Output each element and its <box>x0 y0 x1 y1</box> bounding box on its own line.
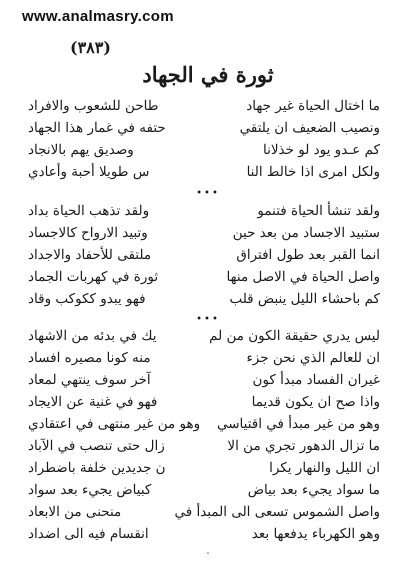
hemistich-first: ما اختال الحياة غير جهاد <box>246 98 380 114</box>
hemistich-second: فهو يبدو ككوكب وقاد <box>28 291 146 307</box>
hemistich-first: ونصيب الضعيف ان يلتقي <box>239 120 380 136</box>
stanza-separator: ••• <box>196 314 220 325</box>
hemistich-first: ستبيد الاجساد من بعد حين <box>232 225 380 241</box>
verse <box>28 203 380 225</box>
page-number: (٣٨٣) <box>70 38 111 57</box>
stanza-1 <box>28 98 380 186</box>
hemistich-second: ولقد تذهب الحياة بداد <box>28 203 150 219</box>
site-watermark: www.analmasry.com <box>22 8 174 25</box>
hemistich-second: انقسام فيه الى اضداد <box>28 526 149 542</box>
hemistich-second: فهو في غنية عن الايجاد <box>28 394 158 410</box>
hemistich-second: ملتقى للأحفاد والاجداد <box>28 247 152 263</box>
verse <box>28 504 380 526</box>
hemistich-first: واصل الحياة في الاصل منها <box>226 269 380 285</box>
hemistich-first: كم عـدو يود لو خذلانا <box>262 142 380 158</box>
hemistich-first: ولقد تنشأ الحياة فتنمو <box>257 203 380 219</box>
hemistich-second: س طويلا أحبة وأعادي <box>28 164 150 180</box>
hemistich-second: زال حتى تنصب في الآباد <box>28 438 165 454</box>
hemistich-second: وصديق يهم بالانجاد <box>28 142 134 158</box>
hemistich-second: وهو من غير منتهى في اعتقادي <box>28 416 201 432</box>
verse <box>28 247 380 269</box>
hemistich-second: ن جديدين خلفة باضطراد <box>28 460 166 476</box>
stanza-separator: ••• <box>196 188 220 199</box>
hemistich-second: حتفه في غمار هذا الجهاد <box>28 120 166 136</box>
verse <box>28 98 380 120</box>
verse <box>28 350 380 372</box>
hemistich-second: منحنى من الابعاد <box>28 504 122 520</box>
stanza-3 <box>28 328 380 548</box>
footer-mark: - <box>206 548 210 559</box>
hemistich-first: ان الليل والنهار يكرا <box>269 460 380 476</box>
hemistich-second: كبياض يجيء بعد سواد <box>28 482 152 498</box>
hemistich-second: منه كونا مصيره افساد <box>28 350 151 366</box>
hemistich-first: ان للعالم الذي نحن جزء <box>246 350 380 366</box>
verse <box>28 291 380 313</box>
hemistich-first: انما القبر بعد طول افتراق <box>236 247 380 263</box>
hemistich-first: وهو الكهرباء يدفعها بعد <box>251 526 380 542</box>
verse <box>28 225 380 247</box>
hemistich-first: واذا صح ان يكون قديما <box>251 394 380 410</box>
hemistich-first: غيران الفساد مبدأ كون <box>252 372 380 388</box>
hemistich-first: ما سواد يجيء بعد بياض <box>247 482 380 498</box>
verse <box>28 142 380 164</box>
verse <box>28 120 380 142</box>
stanza-2 <box>28 203 380 313</box>
verse <box>28 394 380 416</box>
verse <box>28 328 380 350</box>
hemistich-first: ما تزال الدهور تجري من الا <box>227 438 380 454</box>
hemistich-second: آخر سوف ينتهي لمعاد <box>28 372 151 388</box>
verse <box>28 438 380 460</box>
verse <box>28 416 380 438</box>
verse <box>28 460 380 482</box>
poem-title: ثورة في الجهاد <box>142 62 274 87</box>
verse <box>28 526 380 548</box>
verse <box>28 164 380 186</box>
verse <box>28 482 380 504</box>
hemistich-second: يك في بدئه من الاشهاد <box>28 328 157 344</box>
hemistich-second: طاحن للشعوب والافراد <box>28 98 159 114</box>
hemistich-second: ثورة في كهربات الجماد <box>28 269 159 285</box>
hemistich-first: وهو من غير مبدأ في اقتياسي <box>216 416 380 432</box>
hemistich-first: ولكل امرى اذا خالط النا <box>246 164 380 180</box>
hemistich-first: ليس يدري حقيقة الكون من لم <box>209 328 380 344</box>
verse <box>28 269 380 291</box>
hemistich-first: كم باحشاء الليل ينبض قلب <box>229 291 380 307</box>
hemistich-first: واصل الشموس تسعى الى المبدأ في <box>174 504 380 520</box>
hemistich-second: وتبيد الارواح كالاجساد <box>28 225 148 241</box>
verse <box>28 372 380 394</box>
